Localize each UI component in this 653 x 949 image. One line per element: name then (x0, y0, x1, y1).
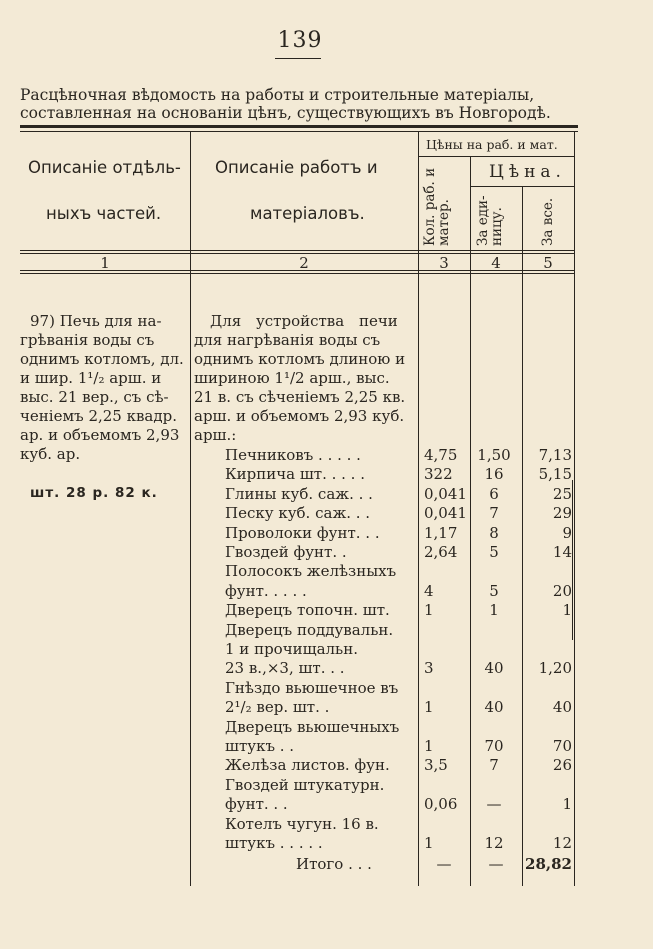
item-quantity: 1 (424, 834, 434, 852)
total-unit: — (488, 855, 504, 873)
col2-header-line-2: матеріаловъ. (250, 204, 365, 223)
item-quantity: 322 (424, 465, 453, 484)
col-number-3: 3 (439, 254, 449, 272)
item-total: 1 (562, 795, 572, 814)
col-divider-5 (574, 131, 575, 886)
item-total: 1 (562, 601, 572, 620)
part-desc-line: выс. 21 вер., съ сѣ- (20, 388, 169, 406)
item-unit-price: — (486, 795, 502, 814)
item-description-line: штукъ . . (225, 737, 295, 755)
item-quantity: 4 (424, 581, 434, 600)
item-total: 70 (552, 737, 572, 755)
work-desc-line: 21 в. съ сѣченіемъ 2,25 кв. (194, 388, 406, 406)
item-description-line: фунт. . . (225, 795, 288, 814)
item-description-line: Песку куб. саж. . . (225, 504, 371, 523)
item-total: 20 (552, 581, 572, 600)
item-description-line: 1 и прочищальн. (225, 640, 358, 658)
part-desc-line: однимъ котломъ, дл. (20, 350, 184, 368)
item-total: 1,20 (538, 659, 572, 678)
col-number-5: 5 (543, 254, 553, 272)
work-desc-line: Для устройства печи (210, 312, 398, 330)
part-desc-line: и шир. 1¹/₂ арш. и (20, 369, 162, 387)
item-total: 25 (552, 484, 572, 503)
table-top-rule-thin (20, 131, 578, 132)
item-description-line: штукъ . . . . . (225, 834, 323, 852)
item-description-line: фунт. . . . . (225, 581, 307, 600)
item-quantity: 0,041 (424, 504, 467, 523)
item-unit-price: 6 (489, 484, 499, 503)
page-number-rule (275, 58, 321, 59)
item-quantity: 4,75 (424, 446, 458, 464)
work-desc-line: для нагрѣванія воды съ (194, 331, 381, 349)
item-total: 7,13 (538, 446, 572, 464)
item-quantity: 3,5 (424, 756, 448, 775)
col-number-1: 1 (100, 254, 110, 272)
col1-header-line-1: Описаніе отдѣль- (28, 158, 181, 177)
total-label: Итого . . . (296, 855, 372, 873)
part-desc-line: 97) Печь для на- (30, 312, 162, 330)
item-unit-price: 12 (484, 834, 504, 852)
item-unit-price: 16 (484, 465, 504, 484)
caption-line-2: составленная на основаніи цѣнъ, существующихъ въ Новгородѣ. (20, 104, 551, 122)
item-description-line: Дверецъ поддувальн. (225, 620, 394, 639)
item-total: 29 (552, 504, 572, 523)
col5-header: За все. (540, 197, 556, 246)
item-description-line: Дверецъ топочн. шт. (225, 601, 390, 620)
item-description-line: Кирпича шт. . . . . (225, 465, 365, 484)
item-total: 14 (552, 543, 572, 561)
item-unit-price: 70 (484, 737, 504, 755)
page-number: 139 (277, 28, 323, 53)
header-bottom-rule (20, 250, 574, 251)
item-description-line: Полосокъ желѣзныхъ (225, 562, 397, 581)
col-number-4: 4 (491, 254, 501, 272)
part-desc-line: куб. ар. (20, 445, 81, 463)
part-desc-line: ар. и объемомъ 2,93 (20, 426, 180, 444)
total-qty: — (436, 855, 452, 873)
work-desc-line: арш. и объемомъ 2,93 куб. (194, 407, 405, 425)
col-divider-1 (190, 131, 191, 886)
item-unit-price: 1,50 (477, 446, 511, 464)
item-quantity: 0,041 (424, 484, 467, 503)
item-description-line: 2¹/₂ вер. шт. . (225, 698, 330, 717)
item-quantity: 1 (424, 737, 434, 755)
caption-line-1: Расцѣночная вѣдомость на работы и строительные матеріалы, (20, 86, 535, 104)
prices-group-header: Цѣны на раб. и мат. (426, 137, 558, 152)
price-sub-header: Цѣна. (489, 162, 566, 182)
item-quantity: 1,17 (424, 523, 458, 542)
item-description-line: Дверецъ вьюшечныхъ (225, 717, 400, 736)
item-unit-price: 5 (489, 581, 499, 600)
item-total: 12 (552, 834, 572, 852)
item-unit-price: 8 (489, 523, 499, 542)
item-total: 5,15 (538, 465, 572, 484)
item-description-line: Глины куб. саж. . . (225, 484, 373, 503)
work-desc-line: однимъ котломъ длиною и (194, 350, 406, 368)
col2-header-line-1: Описаніе работъ и (215, 158, 378, 177)
part-desc-line: ченіемъ 2,25 квадр. (20, 407, 177, 425)
item-unit-price: 5 (489, 543, 499, 561)
col-divider-2 (418, 131, 419, 886)
item-description-line: Печниковъ . . . . . (225, 446, 361, 464)
numbers-rule-2 (20, 273, 574, 274)
col3-header: Кол. раб. и матер. (422, 167, 452, 246)
item-description-line: Гвоздей штукатурн. (225, 775, 385, 794)
item-unit-price: 40 (484, 698, 504, 717)
item-unit-price: 7 (489, 504, 499, 523)
item-quantity: 2,64 (424, 543, 458, 561)
table-top-rule (20, 125, 578, 128)
prices-group-rule (418, 156, 574, 157)
item-quantity: 3 (424, 659, 434, 678)
item-unit-price: 40 (484, 659, 504, 678)
item-description-line: Котелъ чугун. 16 в. (225, 814, 379, 833)
item-description-line: Гвоздей фунт. . (225, 543, 347, 561)
item-description-line: Проволоки фунт. . . (225, 523, 380, 542)
col4-header: За еди-ницу. (475, 195, 505, 246)
item-quantity: 1 (424, 601, 434, 620)
col-number-2: 2 (299, 254, 309, 272)
part-price: шт. 28 р. 82 к. (30, 485, 158, 501)
item-total: 40 (552, 698, 572, 717)
item-quantity: 1 (424, 698, 434, 717)
total-sum: 28,82 (525, 855, 572, 873)
item-unit-price: 1 (489, 601, 499, 620)
item-description-line: Гнѣздо вьюшечное въ (225, 678, 399, 697)
col1-header-line-2: ныхъ частей. (46, 204, 162, 223)
item-total: 26 (552, 756, 572, 775)
item-total: 9 (562, 523, 572, 542)
item-unit-price: 7 (489, 756, 499, 775)
part-desc-line: грѣванія воды съ (20, 331, 155, 349)
work-desc-line: арш.: (194, 426, 237, 444)
item-description-line: Желѣза листов. фун. (225, 756, 390, 775)
item-quantity: 0,06 (424, 795, 458, 814)
work-desc-line: шириною 1¹/2 арш., выс. (194, 369, 390, 387)
col-divider-5b (572, 480, 573, 640)
item-description-line: 23 в.,×3, шт. . . (225, 659, 345, 678)
